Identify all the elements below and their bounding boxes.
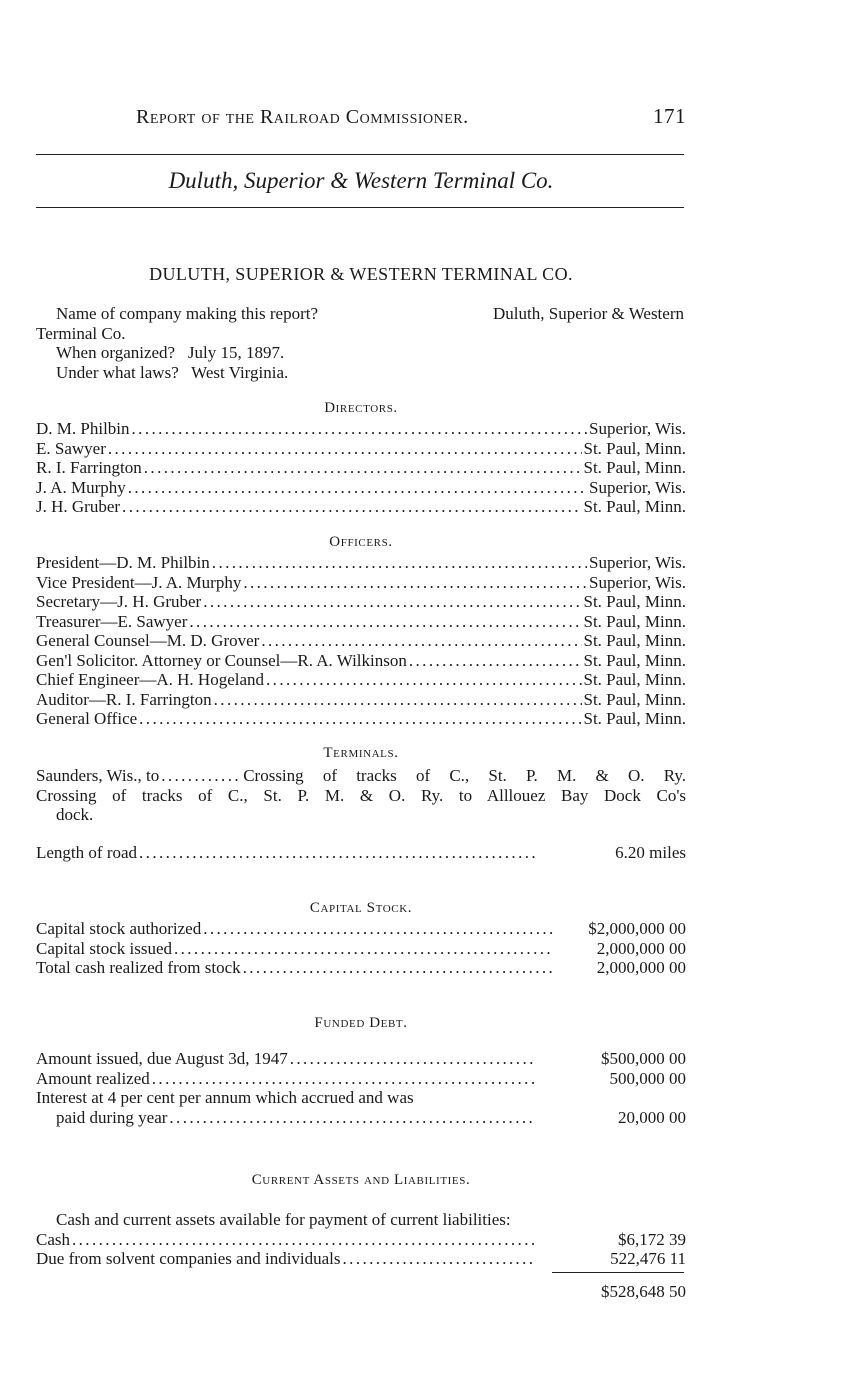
capital-stock-heading: Capital Stock. — [309, 900, 413, 916]
officer-row: General Office ..... St. Paul, Minn. — [36, 709, 686, 729]
officer-row: Gen'l Solicitor. Attorney or Counsel—R. A. Wilkinson ..... St. Paul, Minn. — [36, 651, 686, 671]
officer-row: President—D. M. Philbin ..... Superior, Wis. — [36, 553, 686, 573]
length-value: 6.20 miles — [615, 843, 686, 862]
director-row: D. M. Philbin ..... Superior, Wis. — [36, 419, 686, 439]
officer-row: Vice President—J. A. Murphy ..... Superior, Wis. — [36, 573, 686, 593]
page-number: 171 — [653, 104, 686, 128]
debt-interest-line: Interest at 4 per cent per annum which accrued and was — [36, 1088, 414, 1107]
running-title: Report of the Railroad Commissioner. — [136, 106, 469, 128]
capital-row: Capital stock authorized ..... $2,000,000 00 — [36, 919, 686, 939]
company-title: DULUTH, SUPERIOR & WESTERN TERMINAL CO. — [149, 264, 573, 284]
name-answer-cont: Terminal Co. — [36, 323, 126, 343]
director-row: J. H. Gruber ..... St. Paul, Minn. — [36, 497, 686, 517]
director-row: J. A. Murphy ..... Superior, Wis. — [36, 478, 686, 498]
header-rule-top — [36, 154, 684, 155]
directors-list — [36, 419, 686, 517]
organized-line: When organized? July 15, 1897. — [56, 343, 285, 362]
intro-section — [36, 304, 686, 382]
officers-list — [36, 553, 686, 729]
length-of-road-row — [36, 843, 686, 863]
current-assets-section — [36, 1210, 686, 1269]
director-row: R. I. Farrington ..... St. Paul, Minn. — [36, 458, 686, 478]
capital-row: Total cash realized from stock ..... 2,000,000 00 — [36, 958, 686, 978]
directors-heading: Directors. — [324, 400, 398, 416]
current-assets-heading: Current Assets and Liabilities. — [251, 1172, 471, 1188]
asset-row: Due from solvent companies and individuals ..... 522,476 11 — [36, 1249, 686, 1269]
terminals-section — [36, 766, 686, 825]
length-label: Length of road — [36, 843, 138, 862]
officer-row: Auditor—R. I. Farrington ..... St. Paul, Minn. — [36, 690, 686, 710]
capital-stock-list — [36, 919, 686, 978]
running-head — [136, 102, 686, 134]
asset-row: Cash ..... $6,172 39 — [36, 1230, 686, 1250]
capital-row: Capital stock issued ..... 2,000,000 00 — [36, 939, 686, 959]
director-row: E. Sawyer ..... St. Paul, Minn. — [36, 439, 686, 459]
assets-intro: Cash and current assets available for payment of current liabilities: — [56, 1210, 511, 1229]
debt-row: Amount issued, due August 3d, 1947 ..... $500,000 00 — [36, 1049, 686, 1069]
terminal-row: Saunders, Wis., to ..... Crossing of tracks of C., St. P. M. & O. Ry. — [36, 766, 686, 786]
company-subtitle: Duluth, Superior & Western Terminal Co. — [168, 168, 554, 193]
debt-row: Amount realized ..... 500,000 00 — [36, 1069, 686, 1089]
officer-row: Treasurer—E. Sawyer ..... St. Paul, Minn. — [36, 612, 686, 632]
assets-total-row — [36, 1282, 686, 1302]
funded-debt-heading: Funded Debt. — [314, 1015, 408, 1031]
name-question: Name of company making this report? — [56, 304, 319, 323]
officer-row: Secretary—J. H. Gruber ..... St. Paul, Minn. — [36, 592, 686, 612]
officers-heading: Officers. — [329, 534, 393, 550]
terminal-row-cont: dock. — [56, 805, 94, 824]
assets-total: $528,648 50 — [601, 1282, 686, 1301]
name-answer: Duluth, Superior & Western — [493, 304, 684, 323]
sum-rule — [552, 1272, 684, 1273]
officer-row: General Counsel—M. D. Grover ..... St. Paul, Minn. — [36, 631, 686, 651]
terminal-row: Crossing of tracks of C., St. P. M. & O. Ry. to Alllouez Bay Dock Co's — [36, 785, 686, 805]
header-rule-bottom — [36, 207, 684, 208]
funded-debt-list — [36, 1049, 686, 1127]
officer-row: Chief Engineer—A. H. Hogeland ..... St. Paul, Minn. — [36, 670, 686, 690]
terminals-heading: Terminals. — [323, 745, 399, 761]
laws-line: Under what laws? West Virginia. — [56, 362, 289, 382]
debt-row: paid during year ..... 20,000 00 — [36, 1108, 686, 1128]
